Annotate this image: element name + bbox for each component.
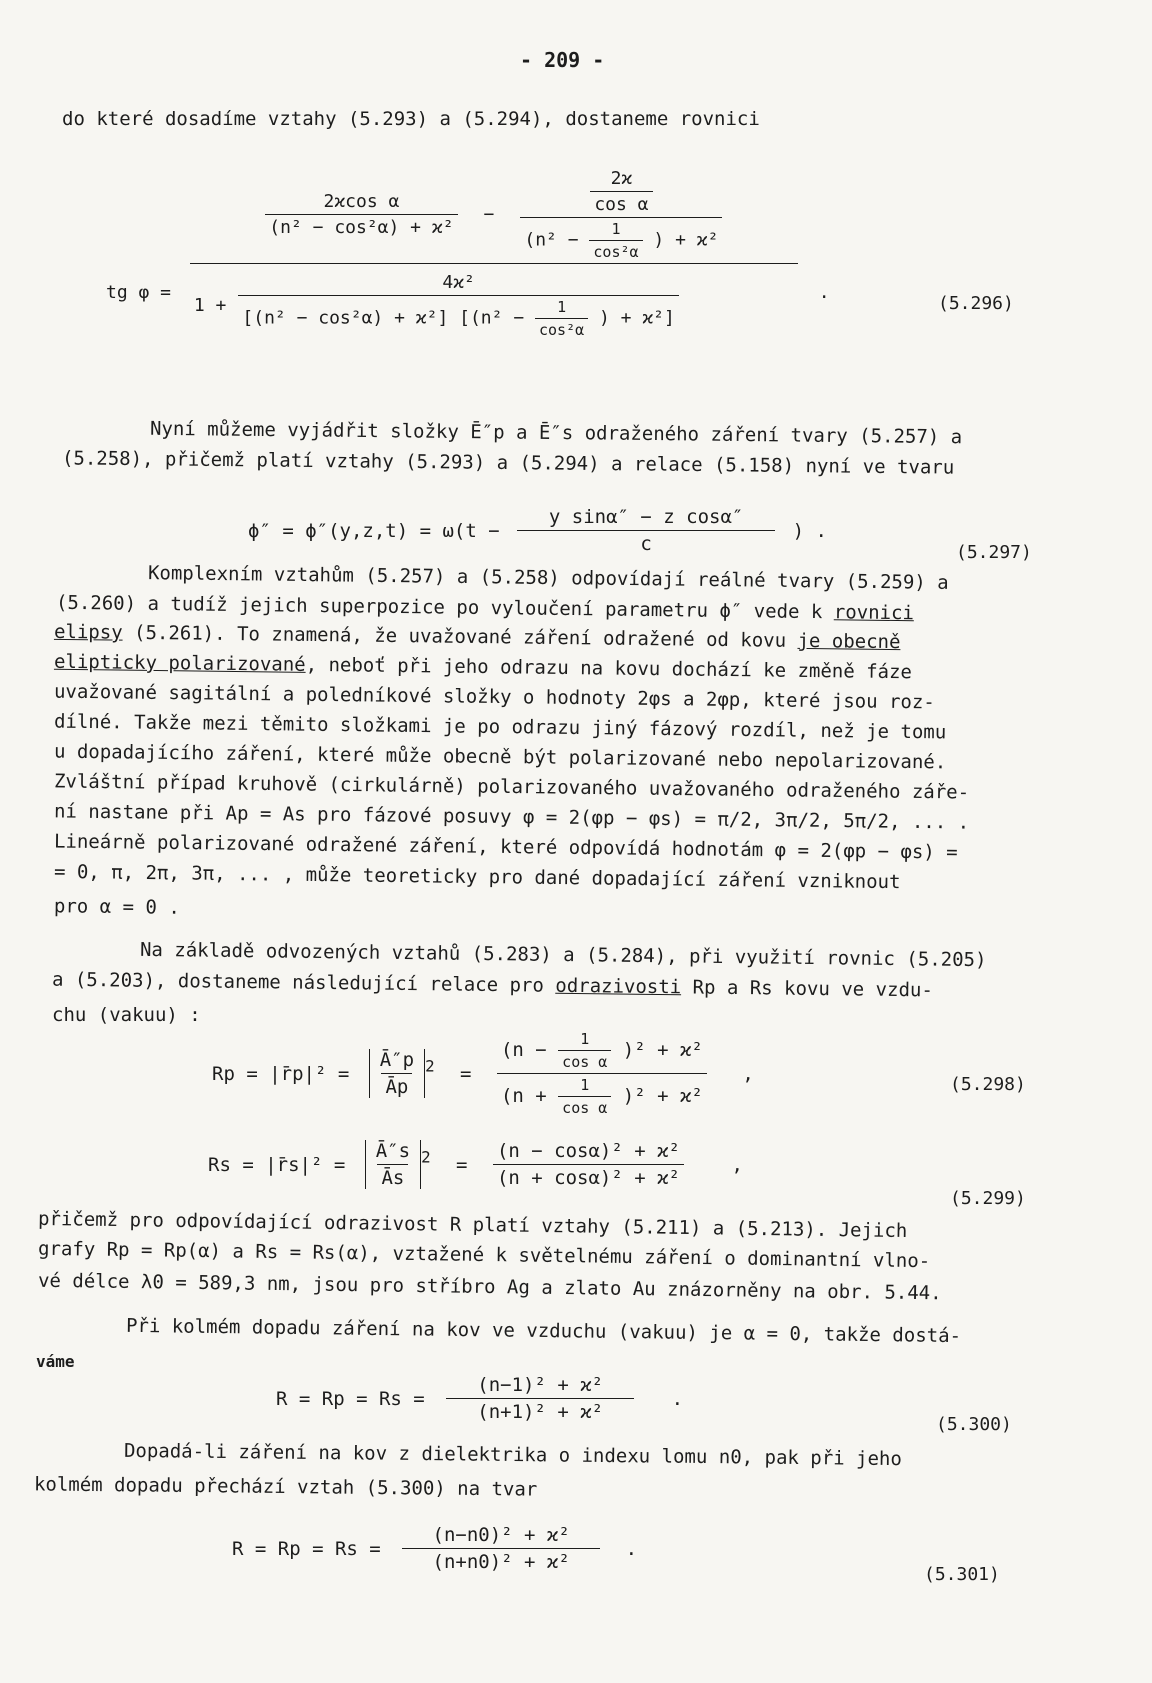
eq300-fraction	[446, 1374, 634, 1423]
eq299-fraction	[493, 1140, 684, 1189]
eq296-numerator	[261, 168, 726, 263]
equation-5-297	[248, 506, 827, 555]
para6-line2: kolmém dopadu přechází vztah (5.300) na tvar	[33, 1473, 538, 1501]
equation-5-298: Rp = |r̄p|² = $\frac{Ā''p}{Āp}$ $^2$ = (n − $\frac{1}{\text{cos α}}$ )² + ϰ² (n + $\frac{1}{\text{cos α}}$ )² + ϰ² ,	[212, 1030, 754, 1117]
eq297-num: y sinα″ − z cosα″	[548, 506, 744, 528]
para2-line12: pro α = 0 .	[53, 895, 180, 919]
para2-line4: elipticky polarizované, neboť při jeho odrazu na kovu dochází ke změně fáze	[53, 650, 913, 684]
eq296-dot: .	[818, 282, 830, 303]
underlined-je-obecne: je obecně	[797, 629, 901, 654]
eq296-denominator	[190, 263, 798, 339]
para4-line3: vé délce λ0 = 589,3 nm, jsou pro stříbro Ag a zlato Au znázorněny na obr. 5.44.	[37, 1269, 942, 1305]
underlined-elipticky-polarizovane: elipticky polarizované	[53, 650, 306, 676]
underlined-rovnici: rovnici	[833, 601, 915, 625]
para2-line3: elipsy (5.261). To znamená, že uvažované záření odražené od kovu je obecně	[53, 620, 901, 654]
eq298-num: (n − $\frac{1}{\text{cos α}}$ )² + ϰ²	[500, 1030, 703, 1071]
para2-line7: u dopadajícího záření, které může obecně být polarizované nebo nepolarizované.	[53, 740, 947, 774]
eq299-number: (5.299)	[950, 1188, 1026, 1209]
eq300-den: (n+1)² + ϰ²	[446, 1398, 634, 1423]
eq296-lhs: tg φ =	[106, 282, 172, 303]
eq299-mid-exp: 2	[421, 1147, 431, 1167]
eq296-den-num: 4ϰ²	[442, 272, 475, 293]
eq296-term2-den: (n² − $\frac{1}{\text{cos²α}}$ ) + ϰ²	[520, 217, 722, 261]
para5-line1: Při kolmém dopadu záření na kov ve vzduchu (vakuu) je α = 0, takže dostá-	[125, 1314, 962, 1348]
eq296-den-one: 1 +	[193, 295, 227, 316]
para4-line2: grafy Rp = Rp(α) a Rs = Rs(α), vztažené k světelnému záření o dominantní vlno-	[37, 1237, 931, 1273]
eq297-fraction	[517, 506, 775, 555]
para3-line2: a (5.203), dostaneme následující relace pro odrazivosti Rp a Rs kovu ve vzdu-	[51, 968, 933, 1002]
eq298-mid-exp: 2	[425, 1056, 435, 1076]
eq300-lhs: R = Rp = Rs =	[276, 1387, 425, 1410]
eq298-lhs: Rp = |r̄p|² =	[212, 1062, 350, 1085]
para5-line2: váme	[36, 1352, 75, 1371]
eq297-den: c	[517, 530, 775, 555]
eq297-lhs: ϕ″ = ϕ″(y,z,t) = ω(t −	[248, 519, 500, 542]
eq296-term1	[265, 191, 457, 238]
para2-line8: Zvláštní případ kruhově (cirkulárně) polarizovaného uvažovaného odraženého záře-	[53, 770, 970, 804]
para2-line11: = 0, π, 2π, 3π, ... , může teoreticky pro dané dopadající záření vzniknout	[53, 860, 901, 894]
eq296-term2	[520, 168, 722, 261]
eq301-lhs: R = Rp = Rs =	[232, 1537, 381, 1560]
para1-line1: Nyní můžeme vyjádřit složky Ē″p a Ē″s odraženého záření tvary (5.257) a	[149, 417, 963, 449]
eq299-mid-num: Ā″s	[375, 1140, 411, 1162]
para6-line1: Dopadá-li záření na kov z dielektrika o indexu lomu n0, pak při jeho	[123, 1439, 902, 1471]
eq296-minus: −	[483, 204, 495, 225]
eq301-number: (5.301)	[924, 1564, 1000, 1585]
eq299-den: (n + cosα)² + ϰ²	[493, 1164, 684, 1189]
eq296-term2-num-num: 2ϰ	[610, 168, 633, 189]
eq296-main-fraction	[190, 168, 798, 339]
eq298-den: (n + $\frac{1}{\text{cos α}}$ )² + ϰ²	[497, 1073, 707, 1117]
eq298-number: (5.298)	[950, 1074, 1026, 1095]
eq301-num: (n−n0)² + ϰ²	[432, 1524, 570, 1546]
eq296-number: (5.296)	[938, 293, 1014, 314]
para4-line1: přičemž pro odpovídající odrazivost R platí vztahy (5.211) a (5.213). Jejich	[37, 1207, 908, 1243]
eq298-mid-num: Ā″p	[379, 1049, 415, 1071]
para2-line2: (5.260) a tudíž jejich superpozice po vyloučení parametru ϕ″ vede k rovnici	[55, 591, 915, 625]
para2-line10: Lineárně polarizované odražené záření, které odpovídá hodnotám φ = 2(φp − φs) =	[53, 830, 958, 864]
eq300-num: (n−1)² + ϰ²	[477, 1374, 604, 1396]
eq298-fraction	[497, 1030, 707, 1117]
eq301-fraction	[402, 1524, 600, 1573]
eq299-mid-den: Ās	[377, 1164, 408, 1189]
para2-line6: dílné. Takže mezi těmito složkami je po odrazu jiný fázový rozdíl, než je tomu	[53, 710, 947, 744]
eq299-lhs: Rs = |r̄s|² =	[208, 1153, 346, 1176]
page-number: - 209 -	[520, 48, 605, 72]
eq300-number: (5.300)	[936, 1414, 1012, 1435]
eq301-den: (n+n0)² + ϰ²	[402, 1548, 600, 1573]
eq296-term2-num	[586, 168, 656, 217]
equation-5-300: R = Rp = Rs = $\frac{\text{(n−1)² + ϰ²}}{\text{(n+1)² + ϰ²}}$ .	[276, 1374, 684, 1423]
eq296-den-den: [(n² − cos²α) + ϰ²] [(n² − $\frac{1}{\text{cos²α}}$ ) + ϰ²]	[238, 295, 678, 339]
eq296-term1-num: 2ϰcos α	[323, 191, 400, 212]
equation-5-296	[106, 168, 830, 339]
eq298-mid-den: Āp	[381, 1073, 412, 1098]
eq296-term2-num-den: cos α	[590, 191, 652, 215]
para3-line1: Na základě odvozených vztahů (5.283) a (5.284), při využití rovnic (5.205)	[139, 938, 987, 972]
eq299-num: (n − cosα)² + ϰ²	[496, 1140, 680, 1162]
equation-5-299: Rs = |r̄s|² = $\frac{Ā''s}{Ās}$ $^2$ = $\frac{\text{(n − cosα)² + ϰ²}}{\text{(n + cosα)² + ϰ²}}$ ,	[208, 1140, 743, 1189]
eq297-number: (5.297)	[956, 542, 1032, 563]
eq296-den-fraction	[238, 272, 678, 339]
para2-line5: uvažované sagitální a poledníkové složky o hodnoty 2φs a 2φp, které jsou roz-	[53, 680, 935, 714]
para1-line2: (5.258), přičemž platí vztahy (5.293) a (5.294) a relace (5.158) nyní ve tvaru	[61, 447, 955, 479]
eq296-term1-den: (n² − cos²α) + ϰ²	[265, 214, 457, 238]
para3-line3: chu (vakuu) :	[52, 1004, 201, 1026]
underlined-odrazivosti: odrazivosti	[555, 974, 682, 999]
para2-line1: Komplexním vztahům (5.257) a (5.258) odpovídají reálné tvary (5.259) a	[147, 562, 949, 594]
underlined-elipsy: elipsy	[53, 620, 123, 644]
para2-line9: ní nastane při Ap = As pro fázové posuvy φ = 2(φp − φs) = π/2, 3π/2, 5π/2, ... .	[53, 800, 970, 834]
intro-line: do které dosadíme vztahy (5.293) a (5.294), dostaneme rovnici	[62, 108, 760, 130]
equation-5-301: R = Rp = Rs = $\frac{\text{(n−n0)² + ϰ²}}{\text{(n+n0)² + ϰ²}}$ .	[232, 1524, 638, 1573]
eq297-rhs: ) .	[792, 519, 827, 542]
